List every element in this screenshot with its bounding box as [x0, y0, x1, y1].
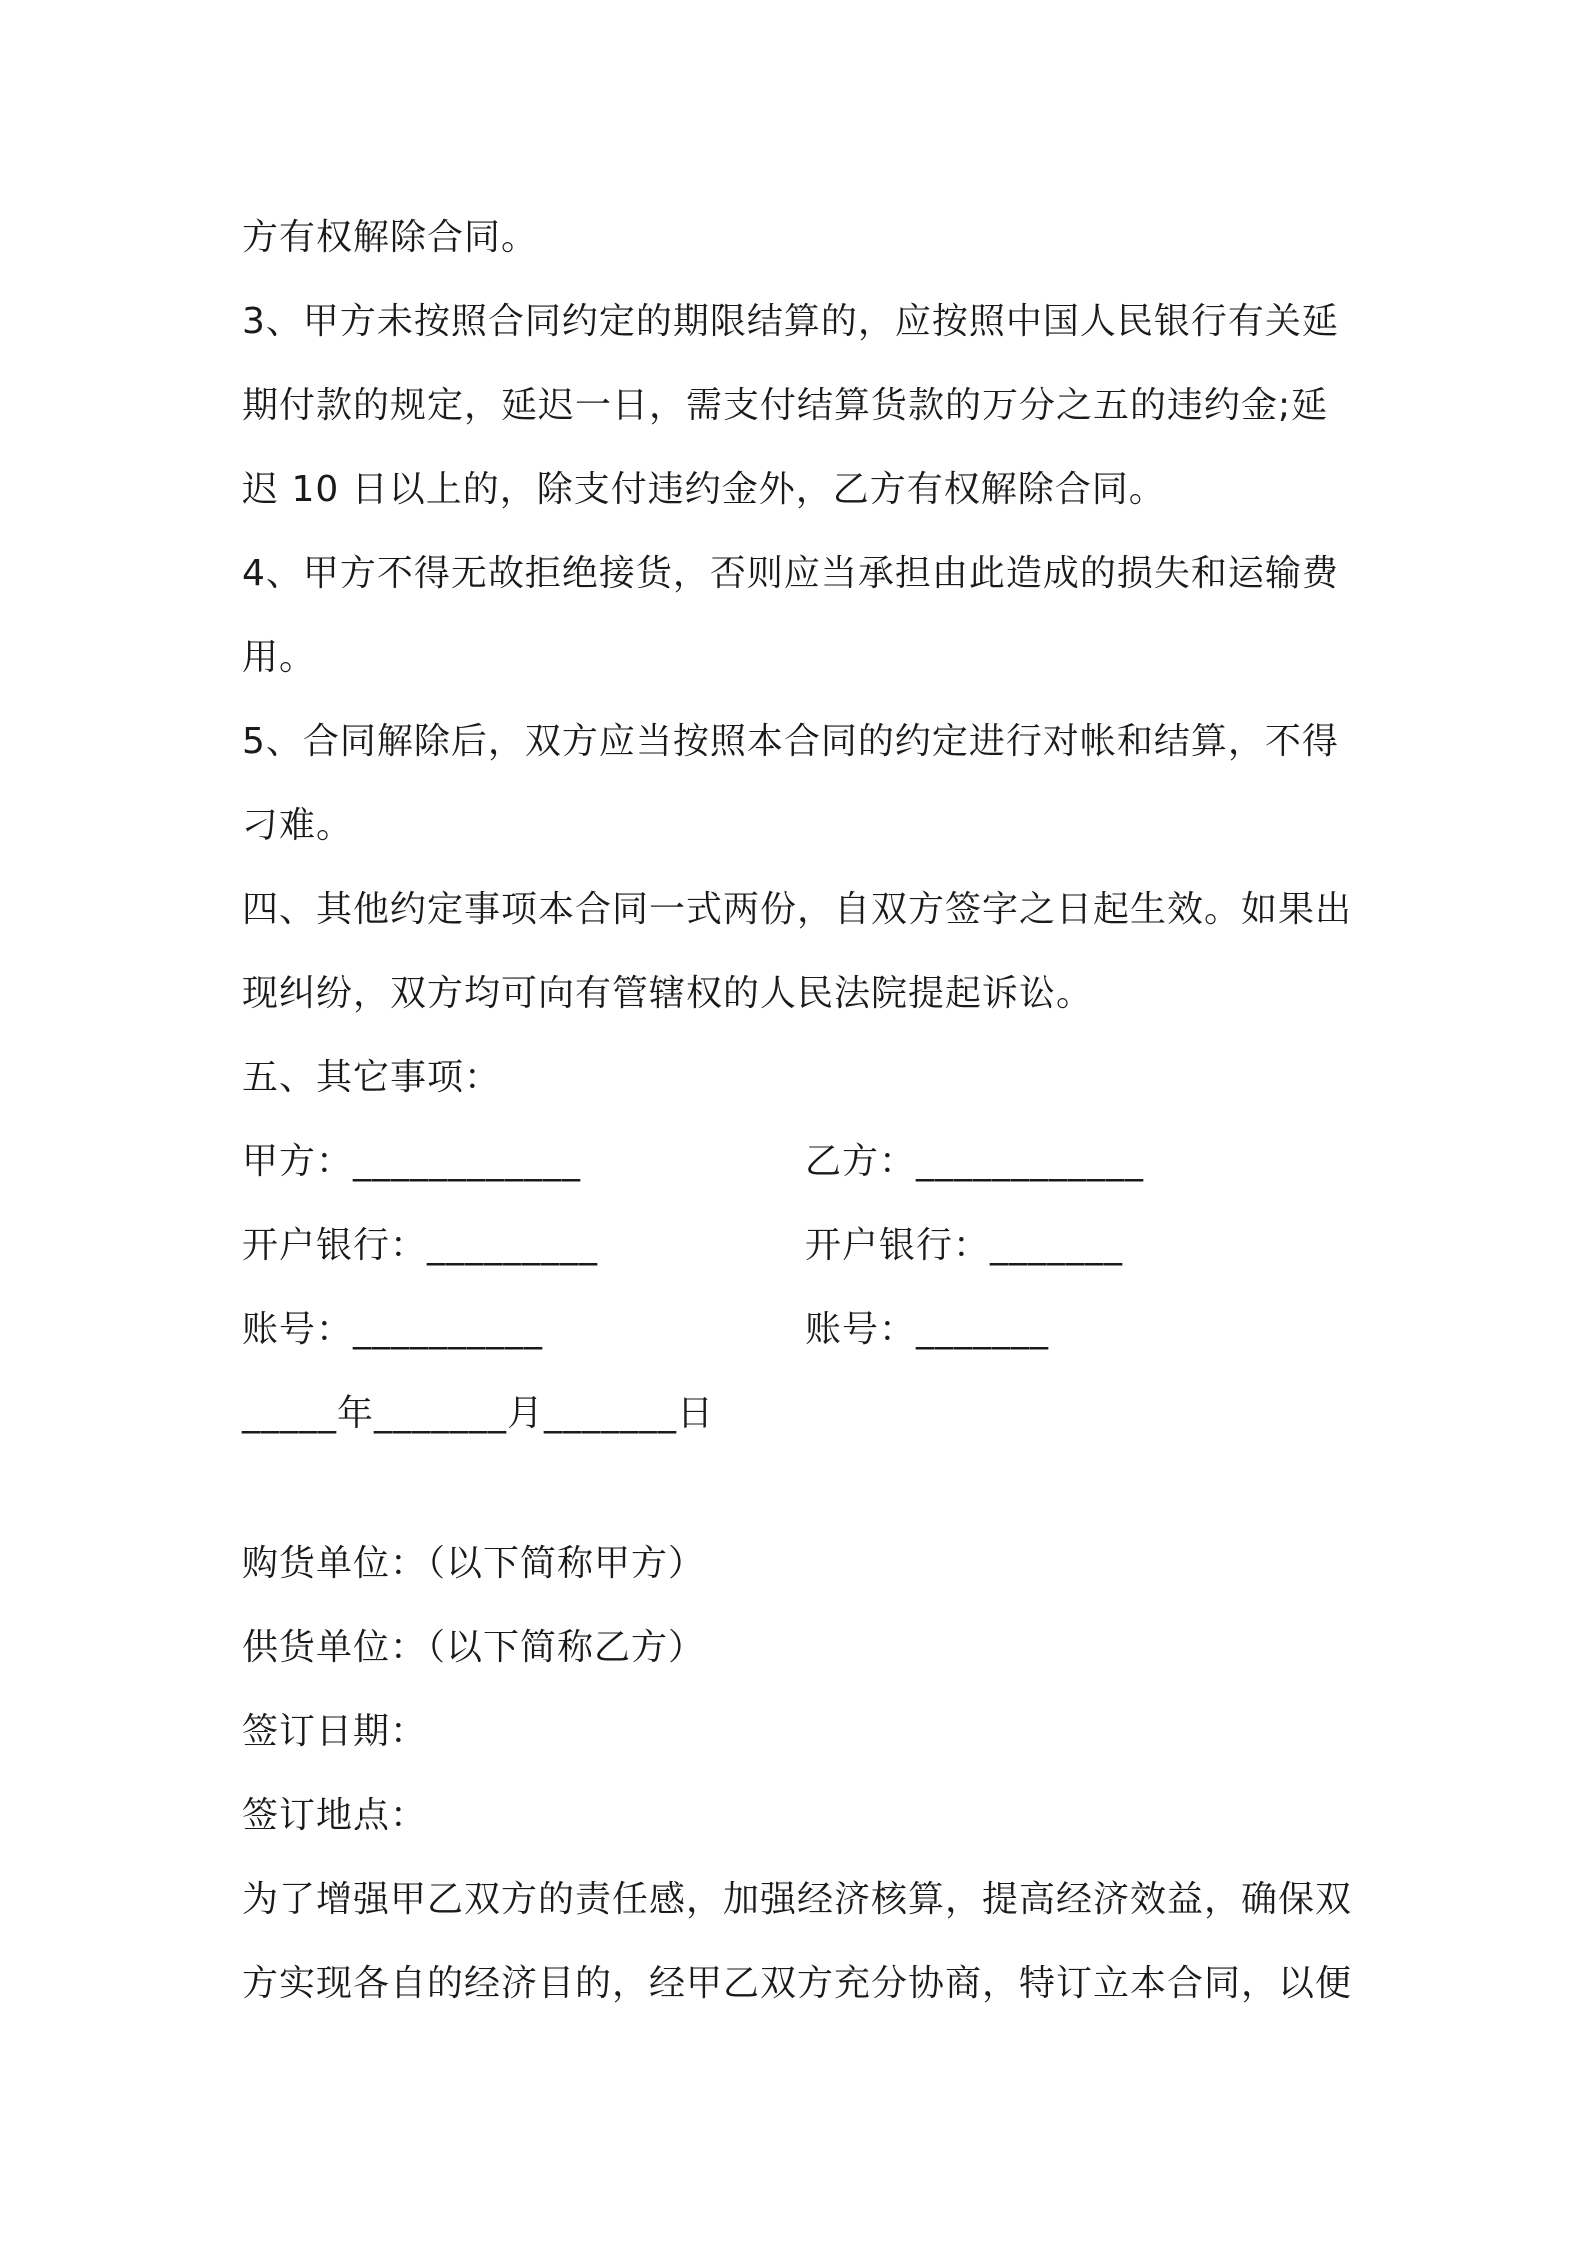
signature-row-account	[242, 1288, 1362, 1372]
signing-place-line: 签订地点：	[242, 1795, 428, 1836]
text-line: 迟 10 日以上的，除支付违约金外，乙方有权解除合同。	[242, 469, 1166, 510]
text-line: 4、甲方不得无故拒绝接货，否则应当承担由此造成的损失和运输费	[242, 553, 1339, 594]
text-line: 5、合同解除后，双方应当按照本合同的约定进行对帐和结算，不得	[242, 721, 1339, 762]
text-line: 现纠纷，双方均可向有管辖权的人民法院提起诉讼。	[242, 973, 1094, 1014]
signature-row-bank	[242, 1204, 1362, 1288]
account-b-field: 账号：_______	[805, 1309, 1050, 1350]
signature-row-party	[242, 1120, 1362, 1204]
text-line: 方实现各自的经济目的，经甲乙双方充分协商，特订立本合同，以便	[242, 1963, 1353, 2004]
text-line: 期付款的规定，延迟一日，需支付结算货款的万分之五的违约金;延	[242, 385, 1329, 426]
supplier-line: 供货单位：（以下简称乙方）	[242, 1627, 706, 1668]
text-line: 四、其他约定事项本合同一式两份，自双方签字之日起生效。如果出	[242, 889, 1353, 930]
signing-date-line: 签订日期：	[242, 1711, 428, 1752]
text-line: 为了增强甲乙双方的责任感，加强经济核算，提高经济效益，确保双	[242, 1879, 1353, 1920]
party-b-field: 乙方：____________	[805, 1141, 1145, 1182]
section-heading: 五、其它事项：	[242, 1057, 502, 1098]
document-body	[242, 196, 1362, 2026]
text-line: 3、甲方未按照合同约定的期限结算的，应按照中国人民银行有关延	[242, 301, 1339, 342]
section-spacer	[242, 1456, 1362, 1522]
text-line: 方有权解除合同。	[242, 217, 539, 258]
text-line: 用。	[242, 637, 317, 678]
buyer-line: 购货单位：（以下简称甲方）	[242, 1543, 706, 1584]
text-line: 刁难。	[242, 805, 354, 846]
account-a-field: 账号：__________	[242, 1309, 544, 1350]
bank-a-field: 开户银行：_________	[242, 1225, 599, 1266]
bank-b-field: 开户银行：_______	[805, 1225, 1124, 1266]
date-field: _____年_______月_______日	[242, 1393, 714, 1434]
party-a-field: 甲方：____________	[242, 1141, 582, 1182]
